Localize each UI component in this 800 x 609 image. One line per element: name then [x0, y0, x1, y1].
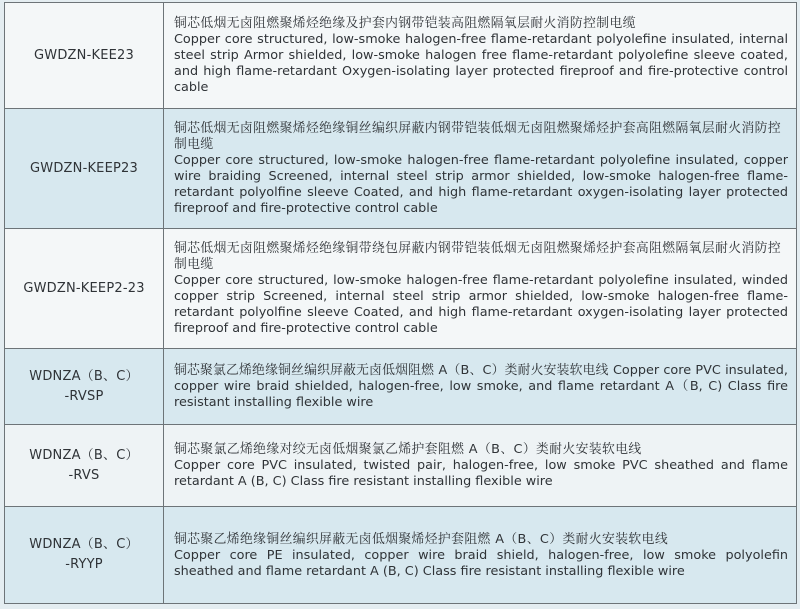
- model-code: [5, 109, 164, 229]
- description-english: Copper core PVC insulated, twisted pair, halogen-free, low smoke PVC sheathed and flame retardant A (B, C) Class fire resistant installing flexible wire: [174, 458, 788, 489]
- description-chinese: 铜芯低烟无卤阻燃聚烯烃绝缘铜带绕包屏蔽内钢带铠装低烟无卤阻燃聚烯烃护套高阻燃隔氧层耐火消防控制电缆: [174, 241, 782, 272]
- description-chinese: 铜芯聚乙烯绝缘铜丝编织屏蔽无卤低烟聚烯烃护套阻燃 A（B、C）类耐火安装软电线: [174, 531, 669, 547]
- model-code: [5, 425, 164, 507]
- table-row: [5, 507, 797, 604]
- description-english: Copper core structured, low-smoke halogen-free flame-retardant polyolefine insulated, internal steel strip Armor shielded, low-smoke halogen free flame-retardant polyolefine sleeve coated, and high flame-retardant Oxygen-isolating layer protected fireproof and fire-protective control cable: [174, 32, 788, 95]
- description-cell: [164, 425, 797, 507]
- table-row: [5, 3, 797, 109]
- model-code-text: WDNZA（B、C） -RYYP: [29, 537, 139, 572]
- description-chinese: 铜芯聚氯乙烯绝缘对绞无卤低烟聚氯乙烯护套阻燃 A（B、C）类耐火安装软电线: [174, 442, 642, 457]
- table-row: [5, 349, 797, 425]
- table-row: [5, 109, 797, 229]
- table-row: [5, 425, 797, 507]
- model-code-text: WDNZA（B、C） -RVS: [29, 447, 139, 483]
- description-english: Copper core structured, low-smoke halogen-free flame-retardant polyolefine insulated, winded copper strip Screened, internal steel strip armor shielded, low-smoke halogen-free flame-retardant polyolfine sleeve Coated, and high flame-retardant oxygen-isolating layer protected fireproof and fire-protective control cable: [174, 273, 788, 336]
- description-chinese: 铜芯低烟无卤阻燃聚烯烃绝缘铜丝编织屏蔽内钢带铠装低烟无卤阻燃聚烯烃护套高阻燃隔氧层耐火消防控制电缆: [174, 121, 782, 152]
- description-english: Copper core PE insulated, copper wire braid shield, halogen-free, low smoke polyolefin sheathed and flame retardant A (B, C) Class fire resistant installing flexible wire: [174, 547, 788, 579]
- description-cell: [164, 229, 797, 349]
- description-chinese: 铜芯低烟无卤阻燃聚烯烃绝缘及护套内钢带铠装高阻燃隔氧层耐火消防控制电缆: [174, 16, 636, 31]
- cable-spec-table: [4, 2, 797, 604]
- description-cell: [164, 3, 797, 109]
- description-cell: [164, 109, 797, 229]
- table-row: [5, 229, 797, 349]
- model-code-text: GWDZN-KEEP23: [30, 160, 138, 176]
- description-english: 铜芯聚氯乙烯绝缘铜丝编织屏蔽无卤低烟阻燃 A（B、C）类耐火安装软电线 Copper core PVC insulated, copper wire braid shielded, halogen-free, low smoke, and flame retardant A（B, C) Class fire resistant installing flexible wire: [174, 363, 788, 410]
- model-code: [5, 3, 164, 109]
- model-code-text: WDNZA（B、C） -RVSP: [29, 368, 139, 404]
- model-code: [5, 349, 164, 425]
- model-code: [5, 507, 164, 604]
- model-code: [5, 229, 164, 349]
- description-cell: [164, 349, 797, 425]
- description-cell: [164, 507, 797, 604]
- description-english: Copper core structured, low-smoke halogen-free flame-retardant polyolefine insulated, copper wire braiding Screened, internal steel strip armor shielded, low-smoke halogen-free flame-retardant polyolfine sleeve Coated, and high flame-retardant oxygen-isolating layer protected fireproof and fire-protective control cable: [174, 153, 788, 216]
- model-code-text: GWDZN-KEEP2-23: [23, 280, 145, 296]
- model-code-text: GWDZN-KEE23: [34, 47, 134, 63]
